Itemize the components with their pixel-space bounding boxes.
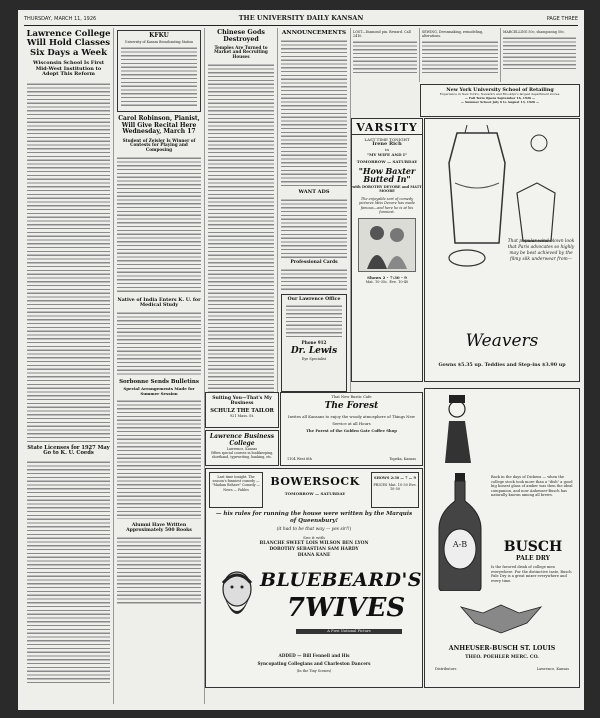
busch-copy-1: Back in the days of Dickens — when the college stock took more than a "dish" a good big honest glass of amber was then the ideal companion, and now Anheuser-Busch has naturally known among all brews.	[491, 475, 573, 498]
newspaper-page	[18, 10, 584, 710]
header-rule	[24, 25, 578, 26]
page-number: PAGE THREE	[546, 16, 578, 22]
alumni-headline: Alumni Have Written Approximately 500 Books	[126, 522, 192, 534]
forest-line-1: Invites all Kansans to enjoy the woody atmosphere of Things New	[287, 414, 415, 419]
bowersock-tagline: — his rules for running the house were written by the Marquis of Queensbury!	[215, 511, 413, 524]
schulz-address: 921 Mass. St.	[229, 414, 255, 418]
busch-distributors: Distributors	[435, 667, 457, 671]
busch-city: Lawrence, Kansas	[536, 667, 569, 671]
varsity-illustration	[358, 218, 416, 272]
alumni-story-body	[117, 536, 201, 606]
bowersock-orchestra: Syncopating Collegians and Charleston Dancers	[257, 661, 371, 666]
column-1	[24, 28, 114, 704]
lost-found-ad: LOST—Diamond pin. Reward. Call 2410.	[353, 30, 411, 38]
kfku-box	[117, 30, 201, 112]
masthead: THE UNIVERSITY DAILY KANSAN	[238, 14, 364, 22]
varsity-name: VARSITY	[352, 121, 422, 135]
weavers-ad	[424, 118, 580, 382]
bluebeard-title-1: BLUEBEARD'S	[260, 569, 423, 591]
busch-dealer: THEO. POEHLER MERC. CO.	[465, 655, 539, 660]
busch-brand: BUSCH	[503, 539, 563, 555]
sorbonne-subhead: Special Arrangements Made for Summer Session	[123, 386, 195, 396]
lewis-subtitle: Eye Specialist	[301, 357, 327, 362]
eagle-crest-icon	[431, 599, 571, 639]
forest-city: Topeka, Kansas	[389, 457, 416, 461]
bluebeard-title-2: 7WIVES	[286, 593, 406, 623]
lead-subhead: Wisconsin School Is First Mid-West Institution to Adopt This Reform	[32, 60, 105, 78]
varsity-prices: Mat. 10-35c. Eve. 10-40	[365, 280, 409, 285]
busch-copy-2: Is the favored drink of college men everywhere. For the distinctive taste, Busch Pale Dry is a great mixer everywhere and every time.	[491, 565, 572, 583]
bowersock-added: ADDED — Bill Fennell and His	[278, 653, 350, 658]
recital-subhead: Student of Zeisler Is Winner of Contests for Playing and Composing	[122, 137, 196, 152]
recital-headline: Carol Robinson, Pianist, Will Give Recital Here Wednesday, March 17	[118, 115, 200, 136]
schulz-name: SCHULZ THE TAILOR	[210, 408, 274, 414]
varsity-last-time: LAST TIME TONIGHT	[364, 137, 410, 142]
lewis-name: Dr. Lewis	[290, 346, 338, 357]
phone-line: Phone 912	[301, 339, 327, 345]
column-4	[278, 28, 351, 406]
lewis-ad	[281, 294, 347, 392]
busch-bottle-icon	[437, 473, 483, 591]
india-story-body	[117, 311, 201, 375]
bowersock-note: (In the Tiny Scenes)	[296, 669, 332, 673]
classifieds-body-3	[503, 36, 576, 70]
forest-name: The Forest	[324, 401, 379, 411]
chinese-gods-headline: Chinese Gods Destroyed	[217, 29, 265, 43]
bowersock-see-it: See it with	[303, 535, 325, 540]
bowersock-cast-1: BLANCHE SWEET LOIS WILSON BEN LYON	[259, 541, 369, 546]
classifieds-body-2	[422, 40, 498, 74]
varsity-in: in	[385, 147, 389, 152]
business-college-body: Offers special courses in bookkeeping, shorthand, typewriting, banking, etc.	[210, 451, 274, 459]
business-college-ad	[205, 430, 279, 466]
kfku-program	[121, 46, 197, 106]
announcements-heading: ANNOUNCEMENTS	[281, 30, 347, 36]
sewing-ad: SEWING, Dressmaking, remodeling, alterations.	[422, 30, 483, 38]
lead-story-body	[27, 82, 110, 442]
forest-top-line: That New Rustic Cafe	[331, 395, 372, 399]
varsity-tagline: The enjoyable sort of comedy pictures Miss Devore has made famous—and here he is at his funniest.	[359, 196, 415, 215]
busch-ad	[424, 388, 580, 688]
classifieds-body-1	[353, 40, 417, 76]
dickens-figure-icon	[431, 393, 485, 463]
nyu-title: New York University School of Retailing	[446, 87, 554, 93]
professional-cards-heading: Professional Cards	[290, 259, 338, 265]
schulz-head: Suiting You—That's My Business	[212, 396, 272, 406]
varsity-star: Irene Rich	[372, 141, 402, 147]
bluebeard-caption: A First National Picture	[296, 629, 402, 634]
varsity-shows: Shows 2 - 7:30 - 9	[367, 275, 407, 281]
want-ads-heading: WANT ADS	[298, 189, 330, 196]
bowersock-tagline-2: (it had to be that way — yes sir!!)	[276, 527, 352, 532]
office-body	[286, 304, 342, 338]
bowersock-cast-3: DIANA KANE	[297, 553, 331, 558]
column-6	[420, 28, 501, 82]
nyu-summer-term: — Summer School July 6 to August 13, 1926 —	[460, 99, 540, 104]
lawrence-office-heading: Our Lawrence Office	[287, 296, 341, 302]
business-college-city: Lawrence, Kansas	[226, 447, 258, 451]
bowersock-shows: SHOWS 2:30 — 7 — 9	[374, 476, 416, 480]
bowersock-last-time-box	[209, 472, 263, 508]
bluebeard-portrait-icon	[214, 565, 260, 635]
forest-cafe-ad	[280, 392, 423, 466]
sorbonne-headline: Sorbonne Sends Bulletins	[119, 379, 199, 386]
varsity-feature: "MY WIFE AND I"	[367, 152, 407, 157]
schulz-tailor-ad	[205, 392, 279, 428]
forest-line-3: The Forest of the Golden Gate Coffee Shop	[306, 428, 397, 433]
column-3	[205, 28, 278, 406]
bowersock-cast-2: DOROTHY SEBASTIAN SAM HARDY	[269, 547, 359, 552]
marcelling-ad: MARCELLING 50c, shampooing 50c.	[503, 30, 565, 34]
forest-line-2: Service at all Hours	[332, 421, 371, 426]
bowersock-shows-box	[371, 472, 419, 508]
nyu-ad	[420, 84, 580, 117]
column-2	[114, 28, 205, 704]
kfku-subtitle: University of Kansas Broadcasting Station	[124, 39, 194, 44]
chinese-gods-subhead: Temples Are Turned to Market and Recruiting Houses	[214, 44, 268, 60]
weavers-name: Weavers	[465, 331, 539, 351]
want-ads-body	[281, 198, 347, 258]
announcements-body	[281, 39, 347, 187]
varsity-ad	[351, 118, 423, 382]
varsity-tomorrow: TOMORROW — SATURDAY	[356, 159, 418, 164]
professional-cards-body	[281, 268, 347, 290]
bowersock-ad	[205, 468, 423, 688]
weavers-copy: That popular wind blown look that Paris advocates so highly may be best achieved by the filmy silk underwear from—	[507, 239, 575, 262]
issue-date: THURSDAY, MARCH 11, 1926	[24, 16, 97, 22]
licenses-headline: State Licenses for 1927 May Go to K. U. Coeds	[27, 444, 110, 457]
kfku-title: KFKU	[149, 32, 169, 39]
bowersock-last-time: Last time tonight. The season's funniest comedy — "Madam Behave" Comedy — News — Fables	[212, 475, 260, 492]
couple-illustration-icon	[359, 219, 415, 269]
svg-text:A-B: A-B	[452, 540, 468, 549]
varsity-stars: with DOROTHY DEVORE and MATT MOORE	[352, 185, 422, 194]
varsity-movie-title: "How Baxter Butted In"	[358, 166, 416, 184]
column-5	[351, 28, 420, 82]
bowersock-name: BOWERSOCK	[270, 475, 360, 488]
bowersock-when: TOMORROW — SATURDAY	[284, 491, 346, 496]
weavers-prices: Gowns $5.35 up. Teddies and Step-ins $3.90 up	[438, 362, 566, 368]
licenses-story-body	[27, 460, 110, 685]
busch-pale-dry: PALE DRY	[516, 555, 550, 562]
business-college-name: Lawrence Business College	[209, 433, 275, 447]
nyu-body: Experience in New York's, Newark's and Brooklyn's largest department stores.	[439, 92, 561, 96]
column-7	[501, 28, 578, 82]
busch-company: ANHEUSER-BUSCH ST. LOUIS	[448, 645, 556, 652]
recital-story-body	[117, 156, 201, 294]
chinese-gods-body	[208, 63, 274, 403]
page-header	[24, 14, 578, 24]
bowersock-prices: PRICES Mat. 10-30 Eve. 10-50	[373, 482, 417, 491]
sorbonne-story-body	[117, 399, 201, 519]
lead-headline: Lawrence College Will Hold Classes Six Days a Week	[26, 29, 111, 58]
nyu-fall-term: — Fall Term Opens September 16, 1926 —	[464, 95, 536, 100]
india-headline: Native of India Enters K. U. for Medical Study	[117, 296, 201, 308]
forest-address: 1104 West 6th	[287, 457, 312, 461]
